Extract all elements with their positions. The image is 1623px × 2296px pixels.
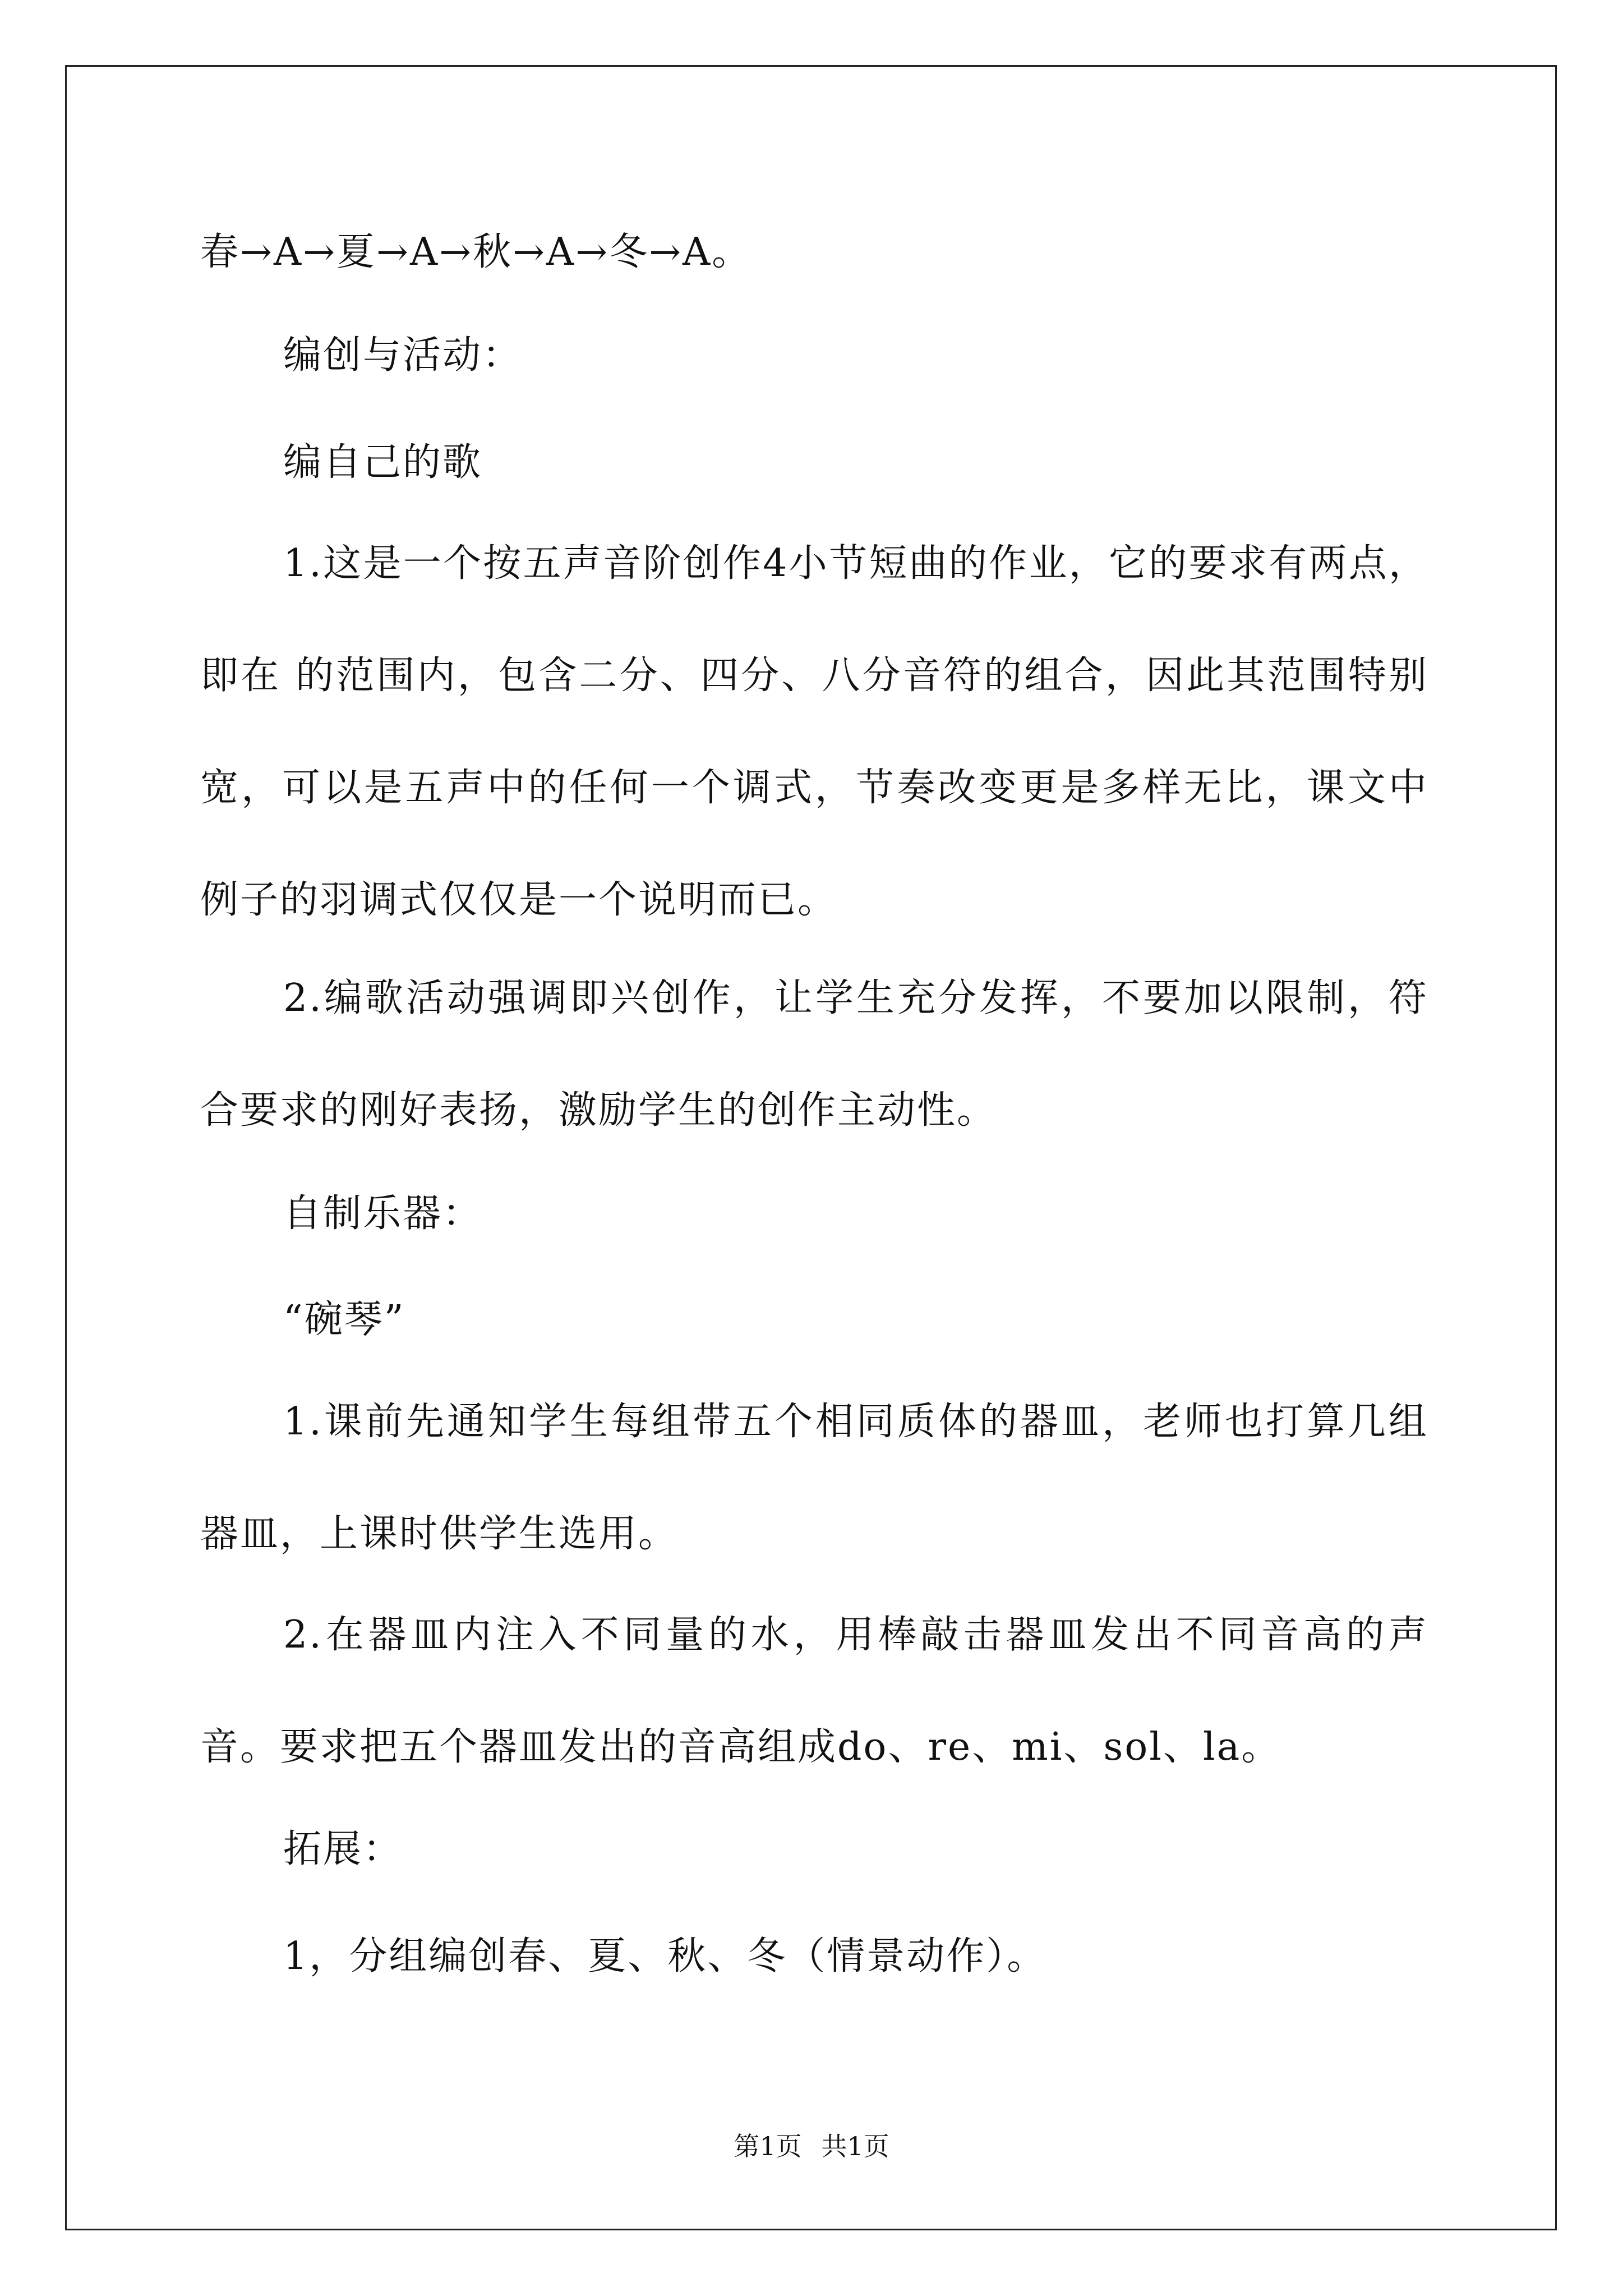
heading-extension: 拓展： (283, 1827, 403, 1871)
paragraph-sequence: 春→A→夏→A→秋→A→冬→A。 (200, 230, 752, 274)
paragraph-bowl-step-1: 1.课前先通知学生每组带五个相同质体的器皿，老师也打算几组器皿，上课时供学生选用。 (200, 1400, 1428, 1556)
paragraph-bowl-step-2: 2.在器皿内注入不同量的水，用棒敲击器皿发出不同音高的声音。要求把五个器皿发出的音高组成do、re、mi、sol、la。 (200, 1613, 1428, 1769)
paragraph-item-2: 2.编歌活动强调即兴创作，让学生充分发挥，不要加以限制，符合要求的刚好表扬，激励学生的创作主动性。 (200, 976, 1428, 1133)
page-footer (0, 2129, 1623, 2163)
heading-own-song: 编自己的歌 (283, 440, 483, 485)
page-number-current: 第1页 (734, 2131, 802, 2161)
heading-homemade-instrument: 自制乐器： (283, 1191, 483, 1236)
heading-composition-activity: 编创与活动： (283, 333, 523, 378)
heading-bowl-instrument: “碗琴” (283, 1297, 405, 1342)
paragraph-extension-1: 1，分组编创春、夏、秋、冬（情景动作）。 (283, 1934, 1047, 1978)
page-number-total: 共1页 (821, 2131, 889, 2161)
paragraph-item-1: 1.这是一个按五声音阶创作4小节短曲的作业，它的要求有两点，即在 的范围内，包含二分、四分、八分音符的组合，因此其范围特别宽，可以是五声中的任何一个调式，节奏改变更是多样无比，课文中例子的羽调式仅仅是一个说明而已。 (200, 541, 1428, 922)
